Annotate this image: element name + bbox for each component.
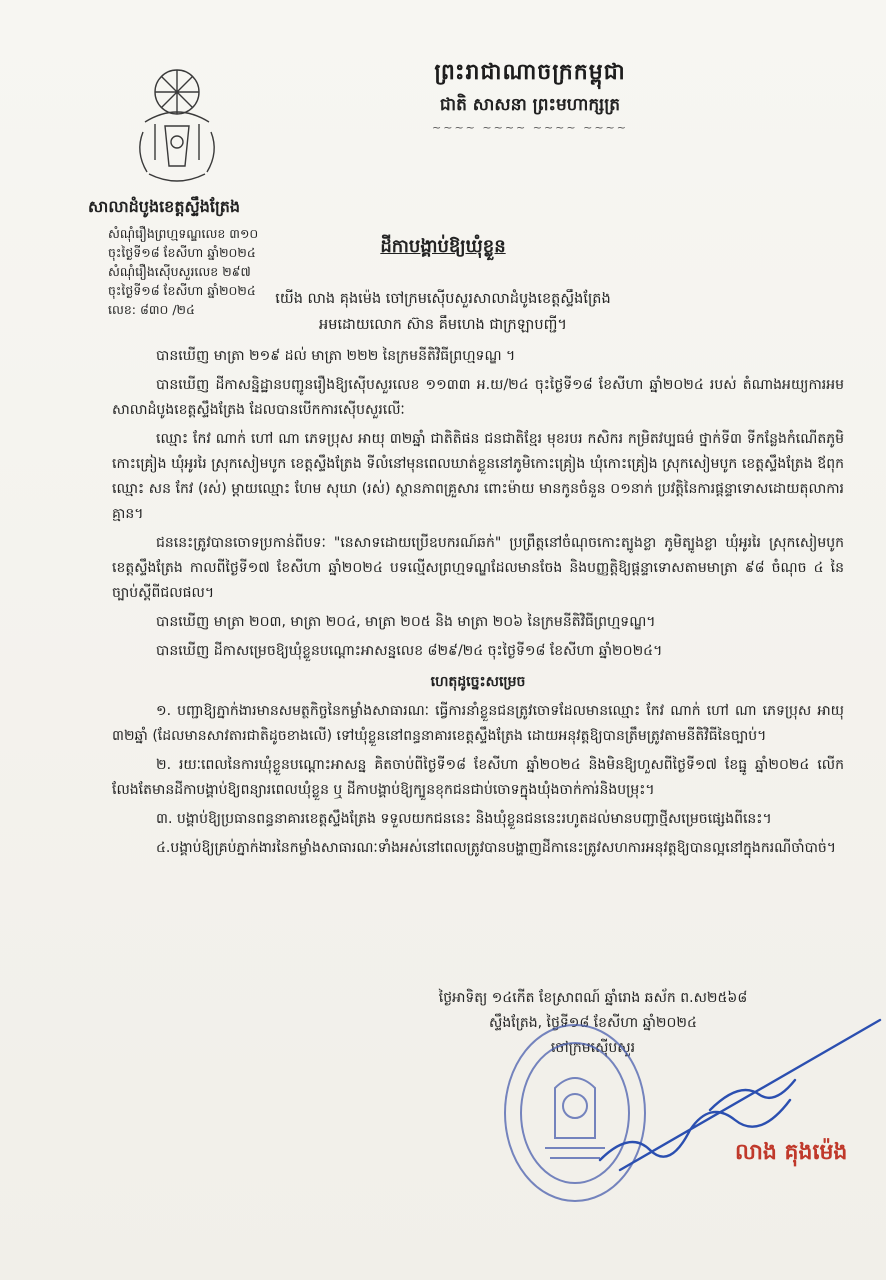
place-date: ស្ទឹងត្រែង, ថ្ងៃទី១៨ ខែសីហា ឆ្នាំ២០២៤ (489, 1015, 697, 1031)
body-paragraph: បានឃើញ ដីកាសម្រេចឱ្យឃុំខ្លួនបណ្តោះអាសន្នលេខ ៨២៩/២៤ ចុះថ្ងៃទី១៨ ខែសីហា ឆ្នាំ២០២៤។ (156, 643, 663, 659)
body-paragraph: បានឃើញ មាត្រា ២០៣, មាត្រា ២០៤, មាត្រា ២០៥ និង មាត្រា ២០៦ នៃក្រមនីតិវិធីព្រហ្មទណ្ឌ។ (156, 614, 656, 630)
court-name: សាលាដំបូងខេត្តស្ទឹងត្រែង (88, 197, 241, 216)
decision-heading: ហេតុដូច្នេះសម្រេច (430, 674, 526, 690)
kingdom-header (330, 58, 730, 134)
document-title: ដីកាបង្គាប់ឱ្យឃុំខ្លួន (380, 236, 506, 257)
court-ref-line: ចុះថ្ងៃទី១៨ ខែសីហា ឆ្នាំ២០២៤ (108, 245, 256, 260)
lunar-date: ថ្ងៃអាទិត្យ ១៤កើត ខែស្រាពណ៍ ឆ្នាំរោង ឆស័ក ព.ស២៥៦៨ (438, 990, 748, 1006)
header-ornament: ~~~~ ~~~~ ~~~~ ~~~~ (432, 121, 628, 134)
intro-block (0, 286, 886, 338)
decision-item: ៤.បង្គាប់ឱ្យគ្រប់ភ្នាក់ងារនៃកម្លាំងសាធារណៈទាំងអស់នៅពេលត្រូវបានបង្ហាញដីកានេះត្រូវសហការអនុវត្តឱ្យបានល្អនៅក្នុងករណីចាំបាច់។ (156, 840, 837, 856)
court-emblem-icon (125, 62, 230, 190)
decision-item: ២. រយៈពេលនៃការឃុំខ្លួនបណ្តោះអាសន្ន គិតចាប់ពីថ្ងៃទី១៨ ខែសីហា ឆ្នាំ២០២៤ និងមិនឱ្យហួសពីថ្ងៃទី១៧ ខែធ្នូ ឆ្នាំ២០២៤ លើកលែងតែមានដីកាបង្គាប់ឱ្យពន្យារពេលឃុំខ្លួន ឬ ដីកាបង្គាប់ឱ្យក្បួនខុកជនជាប់ចោទក្នុងឃុំងចាក់ការ់និងបម្រុះ។ (112, 757, 844, 798)
signatory-name: លាង គុងម៉េង (735, 1140, 848, 1165)
intro-clerk-line: អមដោយលោក ស៊ាន គឹមហេង ជាក្រឡាបញ្ជី។ (319, 317, 567, 333)
decision-item: ១. បញ្ជាឱ្យភ្នាក់ងារមានសមត្ថកិច្ចនៃកម្លាំងសាធារណៈ ធ្វើការនាំខ្លួនជនត្រូវចោទដែលមានឈ្មោះ កែវ ណាក់ ហៅ ណា ភេទប្រុស អាយុ ៣២ឆ្នាំ (ដែលមានសាវតារជាតិដូចខាងលើ) ទៅឃុំខ្លួននៅពន្ធនាគារខេត្តស្ទឹងត្រែង ដោយអនុវត្តឱ្យបានត្រឹមត្រូវតាមនីតិវិធីនៃច្បាប់។ (112, 703, 844, 744)
national-motto: ជាតិ សាសនា ព្រះមហាក្សត្រ (439, 95, 621, 115)
court-ref-line: សំណុំរឿងព្រហ្មទណ្ឌលេខ ៣១០ (108, 226, 259, 241)
court-ref-line: ចុះថ្ងៃទី១៨ ខែសីហា ឆ្នាំ២០២៤ (108, 283, 256, 298)
body-paragraph: ជននេះត្រូវបានចោទប្រកាន់ពីបទៈ "នេសាទដោយប្រើឧបករណ៍ឆក់" ប្រព្រឹត្តនៅចំណុចកោះត្បូងខ្លា ភូមិត្បូងខ្លា ឃុំអូររៃ ស្រុកសៀមបូក ខេត្តស្ទឹងត្រែង កាលពីថ្ងៃទី១៧ ខែសីហា ឆ្នាំ២០២៤ បទល្មើសព្រហ្មទណ្ឌដែលមានចែង និងបញ្ញត្តិឱ្យផ្តន្ទាទោសតាមមាត្រា ៩៨ ចំណុច ៤ នៃច្បាប់ស្តីពីជលផល។ (112, 535, 844, 601)
body-paragraph: បានឃើញ មាត្រា ២១៩ ដល់ មាត្រា ២២២ នៃក្រមនីតិវិធីព្រហ្មទណ្ឌ ។ (156, 348, 516, 364)
body-paragraph: បានឃើញ ដីកាសន្និដ្ឋានបញ្ជូនរឿងឱ្យស៊ើបសួរលេខ ១១៣៣ អ.យ/២៤ ចុះថ្ងៃទី១៨ ខែសីហា ឆ្នាំ២០២៤ របស់ តំណាងអយ្យការអមសាលាដំបូងខេត្តស្ទឹងត្រែង ដែលបានបើកការស៊ើបសួរលើៈ (112, 377, 844, 418)
intro-judge-line: យើង លាង គុងម៉េង ចៅក្រមស៊ើបសួរសាលាដំបូងខេត្តស្ទឹងត្រែង (275, 291, 611, 307)
signature-icon (560, 1010, 886, 1200)
body-paragraph: ឈ្មោះ កែវ ណាក់ ហៅ ណា ភេទប្រុស អាយុ ៣២ឆ្នាំ ជាតិតិផន ជនជាតិខ្មែរ មុខរបរ កសិករ កម្រិតវប្បធម៌ ថ្នាក់ទី៣ ទីកន្លែងកំណើតភូមិកោះគ្រៀង ឃុំអូររៃ ស្រុកសៀមបូក ខេត្តស្ទឹងត្រែង ទីលំនៅមុនពេលឃាត់ខ្លួននៅភូមិកោះគ្រៀង ឃុំកោះគ្រៀង ស្រុកសៀមបូក ខេត្តស្ទឹងត្រែង ឪពុកឈ្មោះ សន កែវ (រស់) ម្តាយឈ្មោះ ហែម សុឃា (រស់) ស្ថានភាពគ្រួសារ ពោះម៉ាយ មានកូនចំនួន ០១នាក់ ប្រវត្តិនៃការផ្តន្ទាទោសដោយតុលាការ គ្មាន។ (112, 431, 844, 522)
signatory-role: ចៅក្រមស៊ើបសួរ (550, 1040, 636, 1056)
decision-item: ៣. បង្គាប់ឱ្យប្រធានពន្ធនាគារខេត្តស្ទឹងត្រែង ទទួលយកជននេះ និងឃុំខ្លួនជននេះរហូតដល់មានបញ្ជាថ្មីសម្រេចផ្សេងពីនេះ។ (156, 811, 772, 827)
kingdom-name: ព្រះរាជាណាចក្រកម្ពុជា (434, 60, 626, 85)
court-ref-line: សំណុំរឿងស៊ើបសួរលេខ ២៩៧ (108, 264, 251, 279)
court-ref-number: លេខ: ៨៣០ /២៤ (108, 302, 195, 317)
document-body (112, 344, 844, 865)
